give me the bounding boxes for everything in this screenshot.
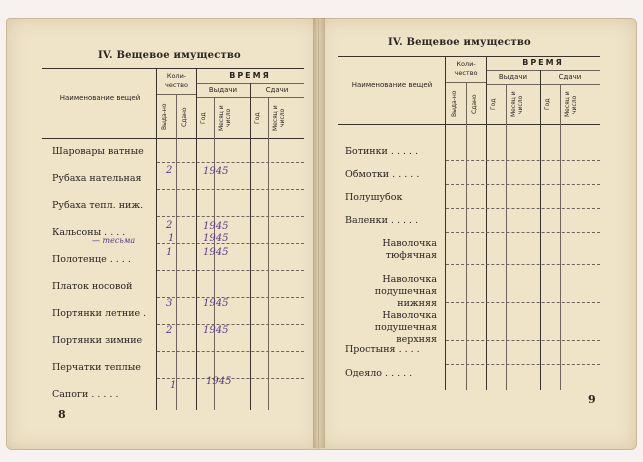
left-col-line [176, 94, 177, 410]
right-col-line [540, 70, 541, 390]
left-header-qty: Коли-чество [164, 72, 188, 89]
left-header-issue: Выдачи [208, 86, 238, 94]
right-header-time: ВРЕМЯ [522, 58, 564, 67]
right-header-qty: Коли-чество [454, 60, 478, 77]
left-item-label: Портянки летние . [52, 308, 147, 319]
left-header-time: ВРЕМЯ [229, 71, 271, 80]
left-item-label: Полотенце . . . . [52, 254, 131, 265]
left-qty-handwritten: 1 [170, 380, 177, 391]
left-row-rule [157, 216, 304, 217]
left-table-header-rule [42, 138, 304, 139]
left-year-handwritten: 1945 [203, 221, 229, 232]
left-item-label: Сапоги . . . . . [52, 389, 119, 400]
right-col-line [466, 82, 467, 390]
right-page-title: IV. Вещевое имущество [388, 37, 531, 48]
left-qty-sub-rule [157, 94, 197, 95]
right-item-label: Одеяло . . . . . [345, 368, 413, 379]
left-header-return: Сдачи [265, 86, 289, 94]
right-header-issue: Выдачи [498, 73, 528, 81]
left-page-title: IV. Вещевое имущество [98, 50, 241, 61]
right-row-rule [446, 302, 600, 303]
left-header-name: Наименование вещей [59, 94, 141, 102]
right-header-issue-month: Месяц и число [510, 91, 524, 118]
left-row-rule [157, 243, 304, 244]
right-header-return-year: Год [544, 98, 551, 111]
left-item-label: Портянки зимние [52, 335, 143, 346]
right-table-top-rule [338, 56, 600, 57]
right-row-rule [446, 232, 600, 233]
left-table-top-rule [42, 68, 304, 69]
left-year-handwritten: 1945 [206, 376, 232, 387]
left-header-qty-returned: Сдано [181, 107, 188, 127]
left-row-rule [157, 297, 304, 298]
right-header-issue-year: Год [490, 98, 497, 111]
left-row-rule [157, 351, 304, 352]
booklet-spine [313, 18, 325, 448]
left-item-label: Шаровары ватные [52, 146, 144, 157]
left-item-label: Рубаха тепл. ниж. [52, 200, 144, 211]
right-col-line [506, 84, 507, 390]
right-row-rule [446, 160, 600, 161]
right-item-label: Наволочка подушечная нижняя [374, 274, 437, 309]
left-col-line [250, 83, 251, 410]
right-header-qty-returned: Сдано [471, 94, 478, 114]
left-header-issue-year: Год [200, 112, 207, 124]
right-row-rule [446, 264, 600, 265]
left-header-return-month: Месяц и число [272, 105, 286, 131]
left-col-line [156, 68, 157, 410]
right-issue-sub-rule [486, 84, 600, 85]
left-col-line [196, 68, 197, 410]
left-qty-handwritten: 3 [166, 298, 173, 309]
right-header-return: Сдачи [558, 73, 582, 81]
left-qty-handwritten: 1 [168, 233, 175, 244]
left-margin-note: — тесьма [92, 236, 136, 245]
left-item-label: Платок носовой [52, 281, 133, 292]
left-header-issue-month: Месяц и число [218, 105, 232, 131]
left-header-return-year: Год [254, 112, 261, 124]
right-item-label: Полушубок [345, 192, 403, 203]
left-year-handwritten: 1945 [203, 233, 229, 244]
right-item-label: Валенки . . . . . [345, 215, 419, 226]
right-row-rule [446, 208, 600, 209]
left-year-handwritten: 1945 [203, 325, 229, 336]
left-qty-handwritten: 2 [166, 165, 173, 176]
left-col-line [268, 97, 269, 410]
right-page-number: 9 [588, 393, 596, 406]
right-row-rule [446, 340, 600, 341]
left-year-handwritten: 1945 [203, 247, 229, 258]
right-item-label: Обмотки . . . . . [345, 169, 420, 180]
left-row-rule [157, 324, 304, 325]
right-item-label: Ботинки . . . . . [345, 146, 419, 157]
left-qty-handwritten: 2 [166, 220, 173, 231]
left-qty-handwritten: 1 [166, 247, 173, 258]
right-header-name: Наименование вещей [351, 81, 433, 89]
right-row-rule [446, 364, 600, 365]
left-page-number: 8 [58, 408, 66, 421]
right-time-sub-rule [486, 70, 600, 71]
right-col-line [560, 84, 561, 390]
left-year-handwritten: 1945 [203, 298, 229, 309]
left-header-qty-issued: Выда-но [161, 103, 168, 131]
right-item-label: Наволочка тюфячная [382, 238, 437, 261]
left-row-rule [157, 270, 304, 271]
left-item-label: Рубаха нательная [52, 173, 142, 184]
right-item-label: Наволочка подушечная верхняя [374, 310, 437, 345]
right-row-rule [446, 184, 600, 185]
left-year-handwritten: 1945 [203, 166, 229, 177]
left-row-rule [157, 162, 304, 163]
left-item-label: Перчатки теплые [52, 362, 141, 373]
right-header-qty-issued: Выда-но [451, 90, 458, 118]
right-item-label: Простыня . . . . [345, 344, 420, 355]
left-qty-handwritten: 2 [166, 325, 173, 336]
left-row-rule [157, 189, 304, 190]
left-item-label: Кальсоны . . . . [52, 227, 126, 238]
right-header-return-month: Месяц и число [564, 91, 578, 118]
